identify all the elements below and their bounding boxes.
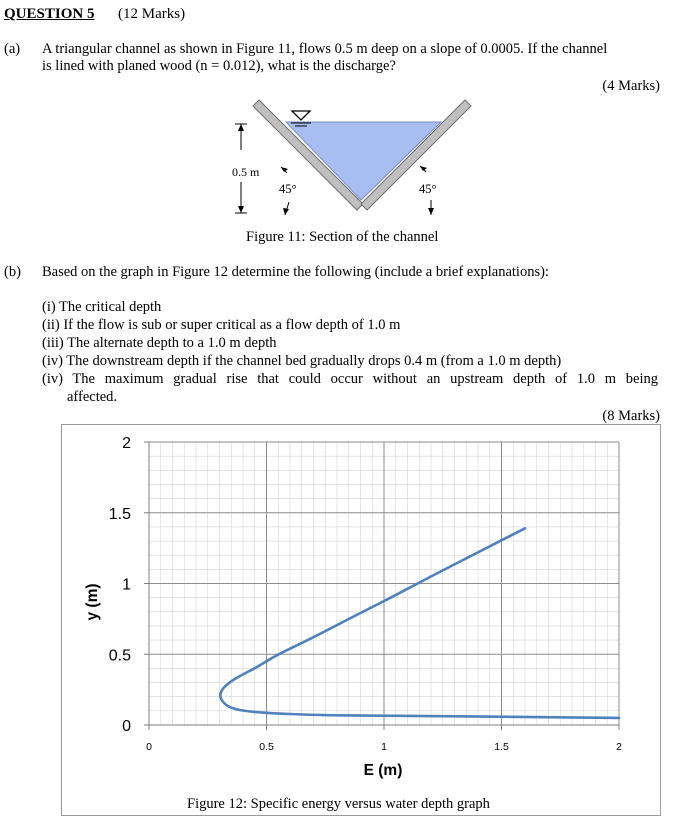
part-a-line1: A triangular channel as shown in Figure 11, flows 0.5 m deep on a slope of 0.0005. If the channel: [42, 41, 608, 57]
part-b-item-1: (i) The critical depth: [42, 299, 162, 315]
depth-label: 0.5 m: [232, 165, 260, 179]
part-a-marks: (4 Marks): [602, 78, 660, 94]
question-title: QUESTION 5: [4, 6, 95, 22]
y-tick-label: 1: [122, 576, 131, 594]
x-tick-label: 0.5: [259, 741, 274, 753]
x-tick-label: 1: [381, 741, 387, 753]
part-a-label: (a): [4, 41, 21, 57]
part-b-item-2: (ii) If the flow is sub or super critical as a flow depth of 1.0 m: [42, 317, 401, 333]
figure11-caption: Figure 11: Section of the channel: [246, 229, 439, 245]
y-tick-label: 2: [122, 435, 131, 452]
part-b-item-5-cont: affected.: [67, 389, 118, 405]
part-b-intro: Based on the graph in Figure 12 determine the following (include a brief explanations):: [42, 264, 549, 280]
part-b-item-4: (iv) The downstream depth if the channel bed gradually drops 0.4 m (from a 1.0 m depth): [42, 353, 562, 369]
x-tick-label: 0: [146, 741, 152, 753]
y-tick-label: 1.5: [108, 505, 131, 523]
y-axis-label: y (m): [84, 583, 101, 621]
channel-section-figure: [225, 98, 475, 223]
y-tick-label: 0: [122, 718, 131, 735]
x-tick-label: 2: [616, 741, 622, 753]
angle-label-right: 45°: [419, 182, 437, 196]
part-b-item-3: (iii) The alternate depth to a 1.0 m depth: [42, 335, 277, 351]
angle-label-left: 45°: [279, 182, 297, 196]
part-a-line2: is lined with planed wood (n = 0.012), what is the discharge?: [42, 58, 396, 74]
part-b-item-5: (iv) The maximum gradual rise that could occur without an upstream depth of 1.0 m being: [42, 371, 658, 387]
energy-depth-chart: [61, 424, 661, 816]
chart-frame: [62, 425, 661, 816]
x-axis-label: E (m): [363, 762, 403, 779]
part-b-label: (b): [4, 264, 21, 280]
question-marks: (12 Marks): [118, 6, 186, 22]
x-tick-label: 1.5: [494, 741, 509, 753]
part-b-marks: (8 Marks): [602, 408, 660, 424]
y-tick-label: 0.5: [108, 647, 131, 665]
figure12-caption: Figure 12: Specific energy versus water depth graph: [187, 796, 490, 812]
